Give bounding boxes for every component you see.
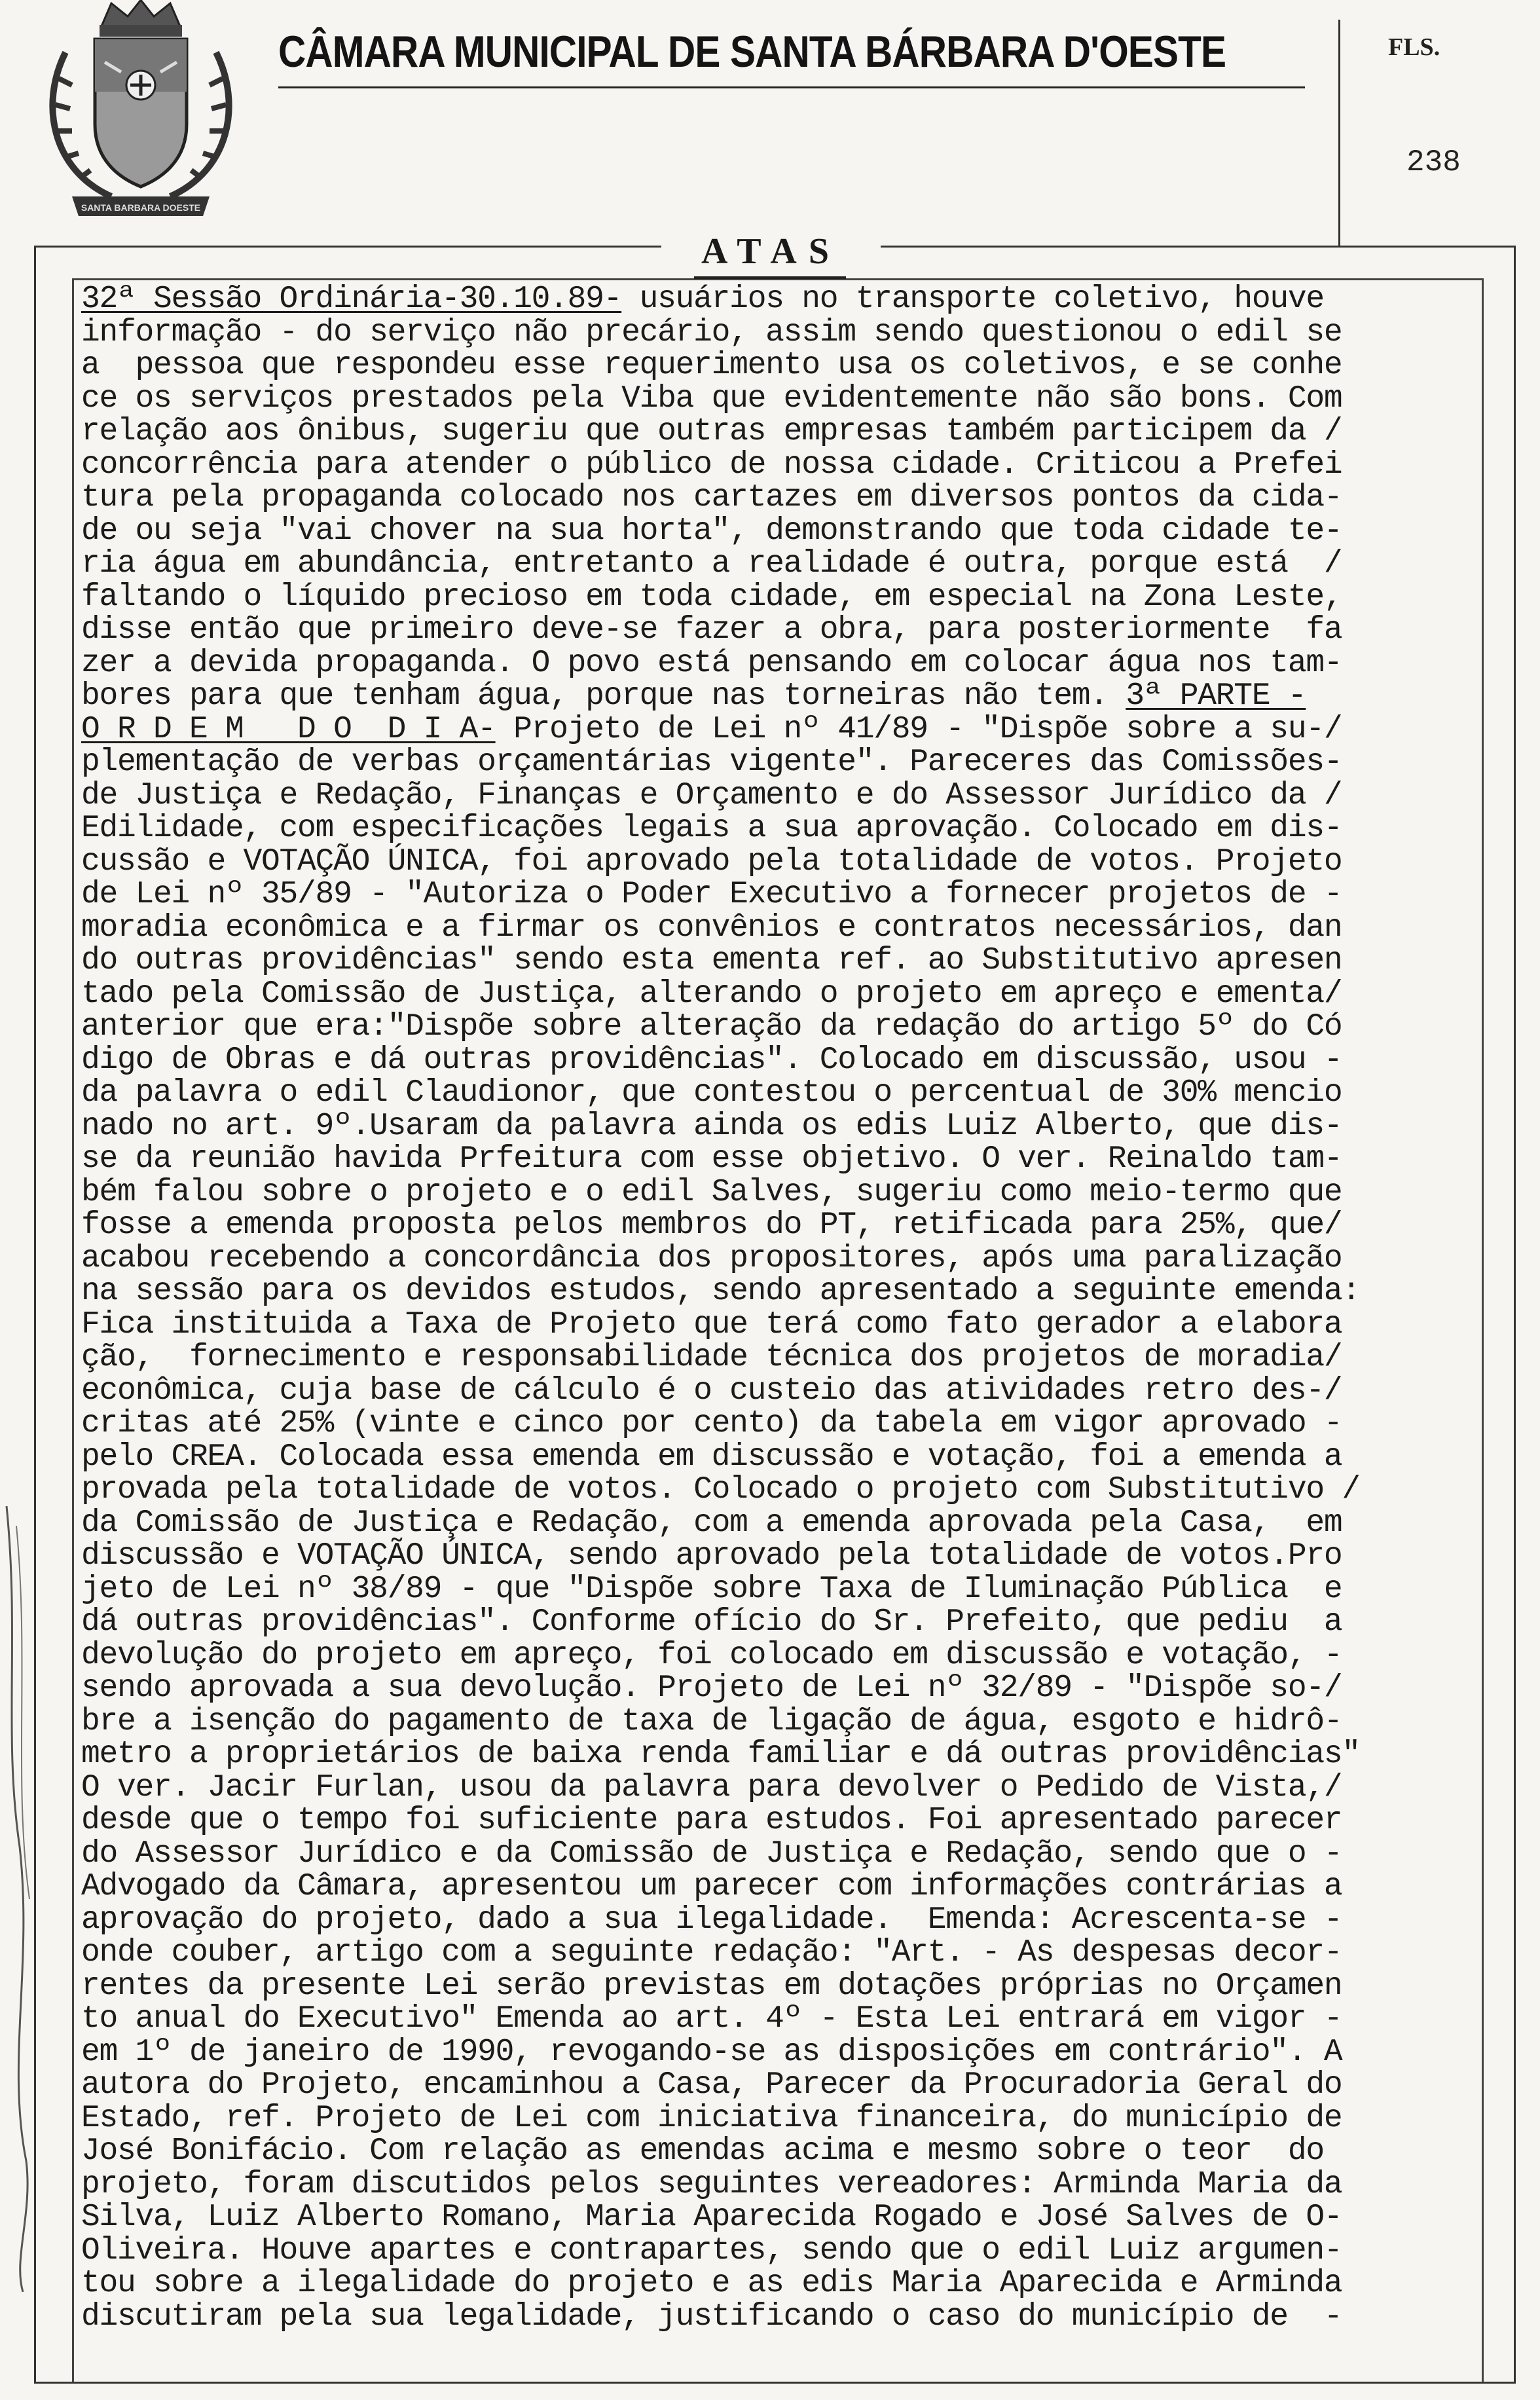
title-underline [278,86,1305,88]
text-line: ria água em abundância, entretanto a realidade é outra, porque está / [81,546,1342,582]
municipal-seal-icon [39,0,242,223]
frame-top-left [34,246,661,248]
text-line: projeto, foram discutidos pelos seguintes vereadores: Arminda Maria da [81,2166,1342,2202]
text-line: O R D E M D O D I A- Projeto de Lei nº 41/89 - "Dispõe sobre a su-/ [81,711,1342,747]
text-line: bores para que tenham água, porque nas torneiras não tem. 3ª PARTE - [81,678,1306,714]
section-heading: ATAS [701,231,841,272]
text-line: acabou recebendo a concordância dos propositores, após uma paralização [81,1240,1342,1276]
text-line: Oliveira. Houve apartes e contrapartes, sendo que o edil Luiz argumen- [81,2232,1342,2268]
text-line: do Assessor Jurídico e da Comissão de Justiça e Redação, sendo que o - [81,1836,1342,1872]
text-line: tou sobre a ilegalidade do projeto e as edis Maria Aparecida e Arminda [81,2266,1342,2301]
seal-ribbon-text: SANTA BARBARA DOESTE [81,202,201,213]
text-line: Estado, ref. Projeto de Lei com iniciativa financeira, do município de [81,2100,1342,2136]
text-line: bre a isenção do pagamento de taxa de ligação de água, esgoto e hidrô- [81,1703,1342,1739]
text-line: anterior que era:"Dispõe sobre alteração da redação do artigo 5º do Có [81,1009,1342,1044]
text-line: relação aos ônibus, sugeriu que outras empresas também participem da / [81,414,1342,449]
text-line: nado no art. 9º.Usaram da palavra ainda os edis Luiz Alberto, que dis- [81,1108,1342,1144]
text-line: faltando o líquido precioso em toda cidade, em especial na Zona Leste, [81,579,1342,615]
text-line: Fica instituida a Taxa de Projeto que terá como fato gerador a elabora [81,1306,1342,1342]
text-line: concorrência para atender o público de nossa cidade. Criticou a Prefei [81,447,1342,483]
text-line: de Lei nº 35/89 - "Autoriza o Poder Executivo a fornecer projetos de - [81,877,1342,912]
text-line: da palavra o edil Claudionor, que contestou o percentual de 30% mencio [81,1075,1342,1111]
text-line: critas até 25% (vinte e cinco por cento) da tabela em vigor aprovado - [81,1406,1342,1441]
text-line: José Bonifácio. Com relação as emendas acima e mesmo sobre o teor do [81,2133,1324,2169]
text-line: jeto de Lei nº 38/89 - que "Dispõe sobre Taxa de Iluminação Pública e [81,1571,1342,1607]
text-line: econômica, cuja base de cálculo é o custeio das atividades retro des-/ [81,1373,1342,1409]
text-line: ção, fornecimento e responsabilidade técnica dos projetos de moradia/ [81,1340,1342,1375]
minutes-text [81,283,1489,2333]
text-line: dá outras providências". Conforme ofício do Sr. Prefeito, que pediu a [81,1604,1342,1640]
frame-right [1514,246,1516,2384]
part-heading: 3ª PARTE - [1126,678,1306,714]
text-line: de ou seja "vai chover na sua horta", demonstrando que toda cidade te- [81,513,1342,549]
text-line: disse então que primeiro deve-se fazer a obra, para posteriormente fa [81,612,1342,648]
text-line: moradia econômica e a firmar os convênios e contratos necessários, dan [81,910,1342,946]
text-line: digo de Obras e dá outras providências". Colocado em discussão, usou - [81,1042,1342,1078]
text-line: 32ª Sessão Ordinária-30.10.89- usuários no transporte coletivo, houve [81,282,1324,317]
text-line: de Justiça e Redação, Finanças e Orçamento e do Assessor Jurídico da / [81,777,1342,813]
text-line: to anual do Executivo" Emenda ao art. 4º - Esta Lei entrará em vigor - [81,2001,1342,2037]
order-of-day-heading: O R D E M D O D I A- [81,711,496,747]
page-title: CÂMARA MUNICIPAL DE SANTA BÁRBARA D'OESTE [278,27,1226,77]
text-line: discutiram pela sua legalidade, justificando o caso do município de - [81,2298,1342,2335]
text-line: rentes da presente Lei serão previstas em dotações próprias no Orçamen [81,1968,1342,2004]
text-line: tado pela Comissão de Justiça, alterando o projeto em apreço e ementa/ [81,976,1342,1012]
text-line: Silva, Luiz Alberto Romano, Maria Aparecida Rogado e José Salves de O- [81,2200,1342,2235]
text-line: cussão e VOTAÇÃO ÚNICA, foi aprovado pela totalidade de votos. Projeto [81,843,1342,879]
text-line: a pessoa que respondeu esse requerimento usa os coletivos, e se conhe [81,348,1342,383]
header-divider [1338,20,1340,246]
folio-label: FLS. [1388,33,1440,61]
section-heading-underline [694,276,846,279]
page-number: 238 [1406,145,1461,179]
text-line: metro a proprietários de baixa renda familiar e dá outras providências" [81,1737,1360,1772]
text-line: do outras providências" sendo esta ementa ref. ao Substitutivo apresen [81,943,1342,978]
text-line: se da reunião havida Prfeitura com esse objetivo. O ver. Reinaldo tam- [81,1141,1342,1177]
text-line: provada pela totalidade de votos. Colocado o projeto com Substitutivo / [81,1472,1360,1507]
session-heading: 32ª Sessão Ordinária-30.10.89- [81,282,622,317]
text-line: zer a devida propaganda. O povo está pensando em colocar água nos tam- [81,645,1342,681]
text-line: em 1º de janeiro de 1990, revogando-se as disposições em contrário". A [81,2034,1342,2070]
text-line: desde que o tempo foi suficiente para estudos. Foi apresentado parecer [81,1803,1342,1838]
text-line: na sessão para os devidos estudos, sendo apresentado a seguinte emenda: [81,1274,1360,1309]
text-line: fosse a emenda proposta pelos membros do PT, retificada para 25%, que/ [81,1208,1342,1243]
text-line: tura pela propaganda colocado nos cartazes em diversos pontos da cida- [81,480,1342,515]
text-line: sendo aprovada a sua devolução. Projeto de Lei nº 32/89 - "Dispõe so-/ [81,1671,1342,1706]
text-line: discussão e VOTAÇÃO ÚNICA, sendo aprovado pela totalidade de votos.Pro [81,1538,1342,1574]
text-line: pelo CREA. Colocada essa emenda em discussão e votação, foi a emenda a [81,1439,1342,1475]
frame-top-right [881,246,1516,248]
text-line: aprovação do projeto, dado a sua ilegalidade. Emenda: Acrescenta-se - [81,1902,1342,1938]
text-line: plementação de verbas orçamentárias vigente". Pareceres das Comissões- [81,745,1342,780]
text-line: Edilidade, com especificações legais a sua aprovação. Colocado em dis- [81,811,1342,846]
text-line: ce os serviços prestados pela Viba que evidentemente não são bons. Com [81,380,1342,416]
text-line: O ver. Jacir Furlan, usou da palavra para devolver o Pedido de Vista,/ [81,1769,1342,1805]
text-line: Advogado da Câmara, apresentou um parecer com informações contrárias a [81,1869,1342,1904]
text-line: onde couber, artigo com a seguinte redação: "Art. - As despesas decor- [81,1935,1342,1970]
text-line: da Comissão de Justiça e Redação, com a emenda aprovada pela Casa, em [81,1505,1342,1541]
margin-signature [0,1506,39,2292]
text-line: autora do Projeto, encaminhou a Casa, Parecer da Procuradoria Geral do [81,2067,1342,2103]
text-line: bém falou sobre o projeto e o edil Salves, sugeriu como meio-termo que [81,1174,1342,1210]
text-line: informação - do serviço não precário, assim sendo questionou o edil se [81,314,1342,350]
text-line: devolução do projeto em apreço, foi colocado em discussão e votação, - [81,1637,1342,1673]
